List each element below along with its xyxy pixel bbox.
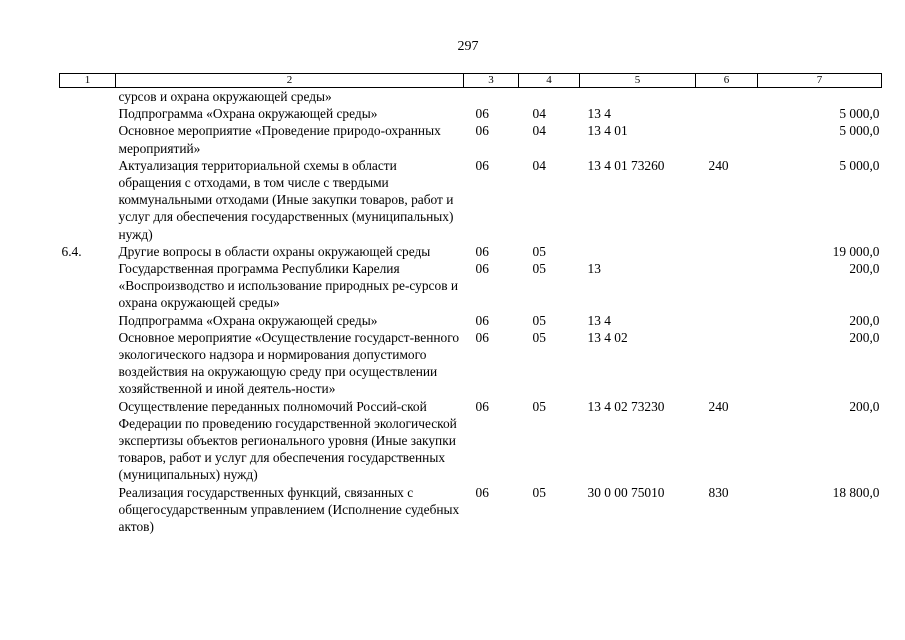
row-target-code: 13 4 01 <box>587 123 628 139</box>
row-target-code: 13 4 01 73260 <box>587 157 665 173</box>
row-subsection: 05 <box>532 243 546 259</box>
row-amount: 5 000,0 <box>839 157 880 173</box>
table-row <box>60 122 882 156</box>
row-number <box>60 260 116 312</box>
row-number <box>60 484 116 536</box>
row-name: Актуализация территориальной схемы в области обращения с отходами, в том числе с твердыми коммунальными отходами (Иные закупки товаров, работ и услуг для обеспечения государственных (муниципальных) нужд) <box>118 157 454 242</box>
column-header: 7 <box>758 74 882 88</box>
row-name: Государственная программа Республики Карелия «Воспроизводство и использование природных ре-сурсов и охрана окружающей среды» <box>118 261 459 311</box>
column-header: 6 <box>696 74 758 88</box>
row-section: 06 <box>475 123 489 139</box>
row-subsection: 05 <box>532 312 546 328</box>
row-amount: 5 000,0 <box>839 123 880 139</box>
page-number: 297 <box>457 39 479 54</box>
table-row <box>60 329 882 398</box>
row-target-code: 13 4 <box>587 312 611 328</box>
row-target-code: 13 <box>587 261 601 277</box>
row-subsection: 05 <box>532 329 546 345</box>
row-subsection: 04 <box>532 157 546 173</box>
row-target-code: 13 4 02 73230 <box>587 398 665 414</box>
row-number <box>60 312 116 329</box>
row-section: 06 <box>475 106 489 122</box>
row-subsection: 04 <box>532 106 546 122</box>
row-number: 6.4. <box>61 243 82 259</box>
column-header: 5 <box>580 74 696 88</box>
row-target-code: 13 4 <box>587 106 611 122</box>
row-expense-type <box>696 122 758 156</box>
row-expense-type: 240 <box>708 398 729 414</box>
column-header: 3 <box>464 74 519 88</box>
row-subsection <box>519 88 580 106</box>
row-target-code <box>580 88 696 106</box>
row-expense-type <box>696 243 758 260</box>
table-row <box>60 484 882 536</box>
row-amount: 200,0 <box>849 261 880 277</box>
row-expense-type <box>696 88 758 106</box>
column-header: 1 <box>60 74 116 88</box>
column-number-header-row <box>60 74 882 88</box>
table-row <box>60 105 882 122</box>
row-name: Подпрограмма «Охрана окружающей среды» <box>118 106 378 122</box>
table-row <box>60 260 882 312</box>
row-name: Подпрограмма «Охрана окружающей среды» <box>118 312 378 328</box>
row-expense-type <box>696 260 758 312</box>
column-header: 2 <box>116 74 464 88</box>
row-expense-type: 830 <box>708 484 729 500</box>
column-header: 4 <box>519 74 580 88</box>
row-section: 06 <box>475 157 489 173</box>
row-section: 06 <box>475 261 489 277</box>
row-expense-type <box>696 105 758 122</box>
row-amount: 200,0 <box>849 398 880 414</box>
table-row <box>60 312 882 329</box>
row-section: 06 <box>475 243 489 259</box>
row-name: Основное мероприятие «Осуществление государст-венного экологического надзора и нормирования допустимого воздействия на окружающую среду при осуществлении хозяйственной и иной деятель-ности» <box>118 329 460 397</box>
row-expense-type <box>696 329 758 398</box>
row-section: 06 <box>475 484 489 500</box>
budget-table <box>59 73 882 535</box>
row-subsection: 05 <box>532 484 546 500</box>
row-amount: 5 000,0 <box>839 106 880 122</box>
row-number <box>60 105 116 122</box>
row-name: Другие вопросы в области охраны окружающей среды <box>118 243 431 259</box>
row-amount: 200,0 <box>849 312 880 328</box>
row-section: 06 <box>475 329 489 345</box>
row-name: Осуществление переданных полномочий Россий-ской Федерации по проведению государственной экологической экспертизы объектов регионального уровня (Иные закупки товаров, работ и услуг для обеспечения государственных (муниципальных) нужд) <box>118 398 457 483</box>
row-target-code: 13 4 02 <box>587 329 628 345</box>
row-section: 06 <box>475 312 489 328</box>
table-row <box>60 243 882 260</box>
row-name: сурсов и охрана окружающей среды» <box>118 89 332 104</box>
row-expense-type: 240 <box>708 157 729 173</box>
table-row <box>60 398 882 484</box>
row-subsection: 04 <box>532 123 546 139</box>
table-row <box>60 157 882 243</box>
row-subsection: 05 <box>532 398 546 414</box>
row-target-code <box>580 243 696 260</box>
row-number <box>60 88 116 106</box>
row-amount: 18 800,0 <box>832 484 880 500</box>
row-target-code: 30 0 00 75010 <box>587 484 665 500</box>
row-section <box>464 88 519 106</box>
row-expense-type <box>696 312 758 329</box>
row-number <box>60 157 116 243</box>
row-amount: 200,0 <box>849 329 880 345</box>
row-section: 06 <box>475 398 489 414</box>
row-number <box>60 329 116 398</box>
row-amount <box>758 88 882 106</box>
row-number <box>60 398 116 484</box>
row-name: Основное мероприятие «Проведение природо-охранных мероприятий» <box>118 123 441 156</box>
row-number <box>60 122 116 156</box>
row-subsection: 05 <box>532 261 546 277</box>
table-row <box>60 88 882 106</box>
row-amount: 19 000,0 <box>832 243 880 259</box>
row-name: Реализация государственных функций, связанных с общегосударственным управлением (Исполнение судебных актов) <box>118 484 460 535</box>
